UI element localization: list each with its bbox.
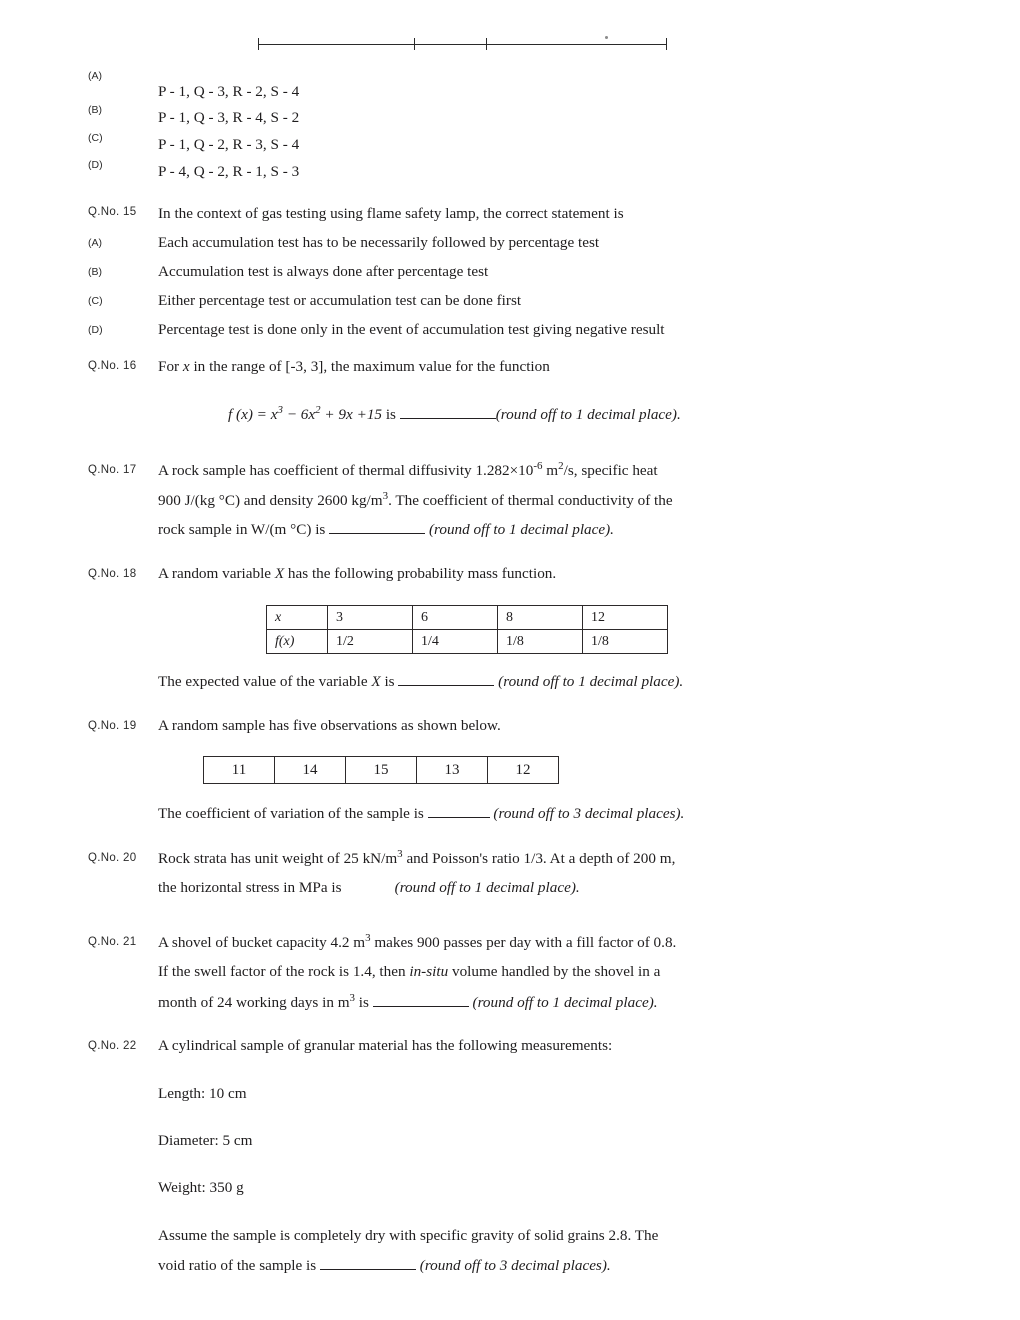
q15-option-label-b: (B) bbox=[88, 266, 102, 278]
q19-closing-a: The coefficient of variation of the sample is bbox=[158, 805, 428, 822]
table-row bbox=[204, 757, 559, 784]
pmf-cell-f-2: 1/8 bbox=[498, 630, 583, 654]
q15-option-label-d: (D) bbox=[88, 324, 103, 336]
observation-cell-3: 13 bbox=[417, 757, 488, 784]
option-label-c: (C) bbox=[88, 132, 103, 144]
observation-cell-0: 11 bbox=[204, 757, 275, 784]
q21-line3-a: month of 24 working days in m bbox=[158, 994, 350, 1012]
observation-cell-1: 14 bbox=[275, 757, 346, 784]
pmf-cell-x-3: 12 bbox=[583, 606, 668, 630]
question-20-line-1 bbox=[158, 846, 758, 872]
question-22-closing-line-1: Assume the sample is completely dry with specific gravity of solid grains 2.8. The bbox=[158, 1227, 659, 1244]
question-16-number: Q.No. 16 bbox=[88, 360, 137, 372]
q16-variable-x: x bbox=[182, 358, 190, 375]
q21-note: (round off to 1 decimal place). bbox=[472, 994, 658, 1012]
q18-pmf-table-wrap bbox=[266, 605, 668, 654]
option-text-d: P - 4, Q - 2, R - 1, S - 3 bbox=[158, 163, 300, 180]
scan-artifact-line bbox=[258, 44, 666, 45]
pmf-table bbox=[266, 605, 668, 654]
question-18-closing bbox=[158, 670, 758, 695]
q20-note: (round off to 1 decimal place). bbox=[394, 879, 580, 896]
q20-line1-a: Rock strata has unit weight of 25 kN/m bbox=[158, 850, 398, 868]
q17-line2-a: 900 J/(kg °C) and density 2600 kg/m bbox=[158, 492, 383, 510]
option-text-b: P - 1, Q - 3, R - 4, S - 2 bbox=[158, 109, 300, 126]
q15-option-text-b: Accumulation test is always done after percentage test bbox=[158, 263, 489, 280]
q22-note: (round off to 3 decimal places). bbox=[419, 1257, 611, 1274]
question-17-line-3 bbox=[158, 518, 758, 543]
question-16-stem bbox=[158, 355, 758, 380]
question-20-number: Q.No. 20 bbox=[88, 852, 137, 864]
question-21-number: Q.No. 21 bbox=[88, 936, 137, 948]
q21-exponent-2: 3 bbox=[349, 992, 355, 1004]
q21-line1-b: makes 900 passes per day with a fill factor of 0.8. bbox=[370, 934, 677, 952]
q20-gap bbox=[342, 879, 395, 896]
q16-note: (round off to 1 decimal place). bbox=[495, 406, 681, 424]
scan-artifact-tick bbox=[258, 38, 259, 50]
scan-artifact-tick bbox=[486, 38, 487, 50]
pmf-x-label: x bbox=[275, 609, 282, 625]
question-22-closing-line-2 bbox=[158, 1254, 758, 1279]
question-22-measurement-weight: Weight: 350 g bbox=[158, 1179, 244, 1196]
q20-line1-b: and Poisson's ratio 1/3. At a depth of 200 m, bbox=[402, 850, 676, 868]
pmf-f-label: f(x) bbox=[275, 633, 295, 649]
question-19-closing bbox=[158, 802, 758, 827]
pmf-row-header-x bbox=[267, 606, 328, 630]
q16-stem-part2: in the range of [-3, 3], the maximum value for the function bbox=[189, 358, 550, 375]
pmf-cell-x-1: 6 bbox=[413, 606, 498, 630]
q18-closing-b: is bbox=[380, 673, 399, 690]
q17-answer-blank bbox=[329, 519, 425, 534]
q18-note: (round off to 1 decimal place). bbox=[498, 673, 684, 690]
question-17-line-2 bbox=[158, 488, 758, 514]
q17-line3-a: rock sample in W/(m °C) is bbox=[158, 521, 330, 538]
option-text-c: P - 1, Q - 2, R - 3, S - 4 bbox=[158, 136, 300, 153]
observation-cell-4: 12 bbox=[488, 757, 559, 784]
question-19-stem: A random sample has five observations as shown below. bbox=[158, 717, 501, 734]
q18-answer-blank bbox=[398, 671, 494, 686]
q22-answer-blank bbox=[320, 1255, 416, 1270]
scan-artifact-tick bbox=[414, 38, 415, 50]
q15-option-text-c: Either percentage test or accumulation test can be done first bbox=[158, 292, 522, 309]
table-row bbox=[267, 630, 668, 654]
q19-answer-blank bbox=[428, 803, 490, 818]
q17-line1-b: m bbox=[542, 462, 559, 480]
q17-line2-b: . The coefficient of thermal conductivity of the bbox=[388, 492, 673, 510]
pmf-row-header-f bbox=[267, 630, 328, 654]
q18-stem-b: has the following probability mass function. bbox=[284, 565, 557, 582]
question-22-stem: A cylindrical sample of granular material has the following measurements: bbox=[158, 1037, 613, 1054]
option-label-d: (D) bbox=[88, 159, 103, 171]
question-21-line-3 bbox=[158, 990, 758, 1016]
pmf-cell-x-0: 3 bbox=[328, 606, 413, 630]
q16-answer-blank bbox=[400, 404, 496, 419]
q17-line1-a: A rock sample has coefficient of thermal diffusivity 1.282×10 bbox=[158, 462, 534, 480]
q15-option-text-d: Percentage test is done only in the event of accumulation test giving negative result bbox=[158, 321, 665, 338]
option-label-a: (A) bbox=[88, 70, 102, 82]
q22-closing-a: void ratio of the sample is bbox=[158, 1257, 320, 1274]
q18-stem-a: A random variable bbox=[158, 565, 275, 582]
q21-exponent-1: 3 bbox=[365, 932, 371, 944]
q15-option-label-a: (A) bbox=[88, 237, 102, 249]
question-21-line-2 bbox=[158, 960, 758, 985]
scan-artifact-dot bbox=[605, 36, 608, 39]
question-22-measurement-diameter: Diameter: 5 cm bbox=[158, 1132, 253, 1149]
question-20-line-2 bbox=[158, 876, 758, 901]
question-18-number: Q.No. 18 bbox=[88, 568, 137, 580]
q20-exponent-1: 3 bbox=[397, 848, 403, 860]
question-22-number: Q.No. 22 bbox=[88, 1040, 137, 1052]
q18-variable-X: X bbox=[274, 565, 285, 582]
question-17-number: Q.No. 17 bbox=[88, 464, 137, 476]
q20-line2-a: the horizontal stress in MPa is bbox=[158, 879, 342, 896]
q17-note: (round off to 1 decimal place). bbox=[428, 521, 614, 538]
pmf-cell-f-1: 1/4 bbox=[413, 630, 498, 654]
q16-after-equation: is bbox=[382, 406, 400, 424]
question-17-line-1 bbox=[158, 458, 758, 484]
option-label-b: (B) bbox=[88, 104, 102, 116]
q15-option-label-c: (C) bbox=[88, 295, 103, 307]
q17-exponent-3: 3 bbox=[382, 490, 389, 502]
q19-note: (round off to 3 decimal places). bbox=[493, 805, 685, 822]
q18-closing-a: The expected value of the variable bbox=[158, 673, 372, 690]
observation-cell-2: 15 bbox=[346, 757, 417, 784]
q21-in-situ: in-situ bbox=[409, 963, 449, 980]
question-19-number: Q.No. 19 bbox=[88, 720, 137, 732]
question-22-measurement-length: Length: 10 cm bbox=[158, 1085, 247, 1102]
q19-observations-wrap bbox=[203, 756, 559, 784]
pmf-cell-f-0: 1/2 bbox=[328, 630, 413, 654]
q15-option-text-a: Each accumulation test has to be necessarily followed by percentage test bbox=[158, 234, 600, 251]
q17-exponent-1: -6 bbox=[533, 460, 543, 472]
q21-line2-a: If the swell factor of the rock is 1.4, then bbox=[158, 963, 410, 980]
q21-line3-b: is bbox=[355, 994, 373, 1012]
pmf-cell-x-2: 8 bbox=[498, 606, 583, 630]
question-21-line-1 bbox=[158, 930, 758, 956]
pmf-cell-f-3: 1/8 bbox=[583, 630, 668, 654]
question-18-stem bbox=[158, 562, 758, 587]
scan-artifact-tick bbox=[666, 38, 667, 50]
q21-line2-b: volume handled by the shovel in a bbox=[448, 963, 661, 980]
table-row bbox=[267, 606, 668, 630]
q21-line1-a: A shovel of bucket capacity 4.2 m bbox=[158, 934, 366, 952]
q17-line1-c: /s, specific heat bbox=[563, 462, 658, 480]
option-text-a: P - 1, Q - 3, R - 2, S - 4 bbox=[158, 83, 300, 100]
q21-answer-blank bbox=[373, 992, 469, 1007]
q17-exponent-2: 2 bbox=[558, 460, 564, 472]
question-15-stem: In the context of gas testing using flame safety lamp, the correct statement is bbox=[158, 205, 624, 222]
question-16-equation-line bbox=[228, 402, 828, 428]
q18-closing-variable: X bbox=[371, 673, 381, 690]
q16-stem-part1: For bbox=[158, 358, 183, 375]
observations-table bbox=[203, 756, 559, 784]
question-15-number: Q.No. 15 bbox=[88, 206, 137, 218]
q16-equation: f $(x) = x^3 - 6x^2 + 9x +15$ bbox=[228, 404, 383, 424]
